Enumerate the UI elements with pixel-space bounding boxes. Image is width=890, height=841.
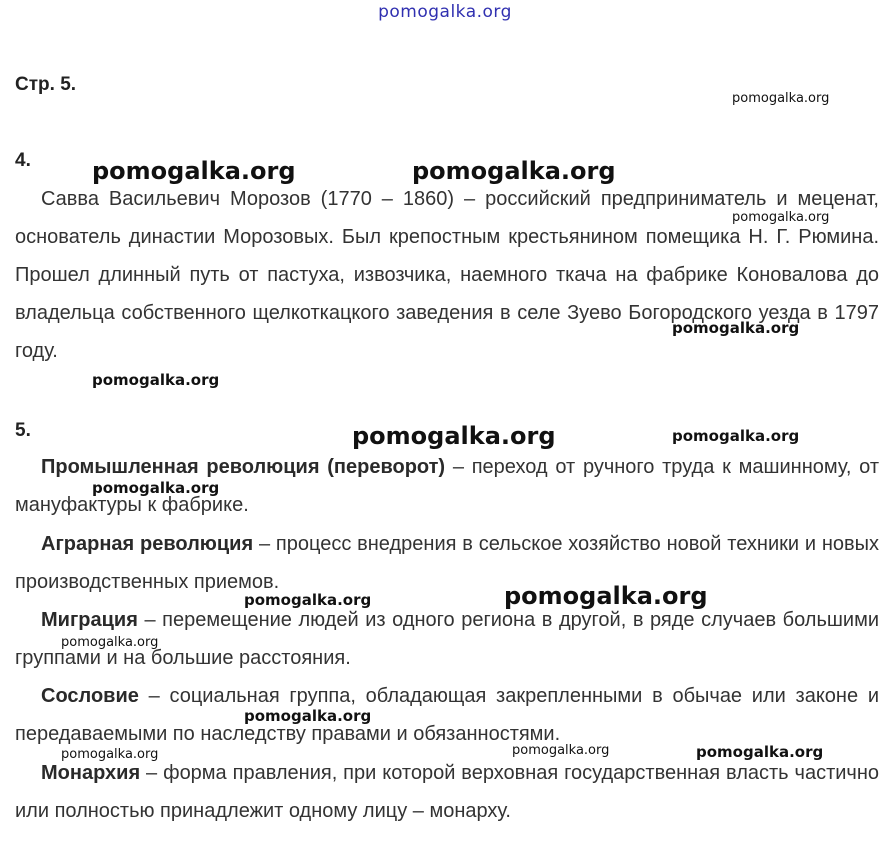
task-5-number: 5. xyxy=(15,420,31,441)
watermark: pomogalka.org xyxy=(504,582,708,610)
page-label: Стр. 5. xyxy=(15,74,77,95)
watermark: pomogalka.org xyxy=(732,91,830,106)
watermark: pomogalka.org xyxy=(92,157,296,185)
definition-agrarian-revolution xyxy=(15,525,879,601)
definition: – социальная группа, обладающая закрепленными в обычае или законе и передаваемыми по наследству правами и обязанностями. xyxy=(15,685,879,745)
watermark: pomogalka.org xyxy=(732,210,830,225)
task-4-text: Савва Васильевич Морозов (1770 – 1860) – российский предприниматель и меценат, основатель династии Морозовых. Был крепостным крестьянином помещика Н. Г. Рюмина. Прошел длинный путь от пастуха, извозчика, наемного ткача на фабрике Коновалова до владельца собственного щелкоткацкого заведения в селе Зуево Богородского уезда в 1797 году. xyxy=(15,188,879,362)
watermark: pomogalka.org xyxy=(696,743,824,761)
watermark: pomogalka.org xyxy=(512,743,610,758)
watermark: pomogalka.org xyxy=(61,635,159,650)
watermark: pomogalka.org xyxy=(672,427,800,445)
watermark: pomogalka.org xyxy=(92,371,220,389)
definition-monarchy xyxy=(15,754,879,830)
term: Миграция xyxy=(41,609,138,631)
term: Монархия xyxy=(41,762,141,784)
watermark: pomogalka.org xyxy=(92,479,220,497)
definition: – процесс внедрения в сельское хозяйство новой техники и новых производственных приемов. xyxy=(15,533,879,593)
term: Сословие xyxy=(41,685,139,707)
task-4-number: 4. xyxy=(15,150,31,171)
watermark: pomogalka.org xyxy=(672,319,800,337)
site-header-link[interactable]: pomogalka.org xyxy=(378,2,512,22)
definition: – переход от ручного труда к машинному, от мануфактуры к фабрике. xyxy=(15,456,880,516)
definition-estate xyxy=(15,677,879,753)
definition: – перемещение людей из одного региона в другой, в ряде случаев большими группами и на большие расстояния. xyxy=(15,609,879,669)
watermark: pomogalka.org xyxy=(244,707,372,725)
watermark: pomogalka.org xyxy=(61,747,159,762)
watermark: pomogalka.org xyxy=(244,591,372,609)
term: Промышленная революция (переворот) xyxy=(41,456,446,478)
watermark: pomogalka.org xyxy=(352,422,556,450)
term: Аграрная революция xyxy=(41,533,254,555)
watermark: pomogalka.org xyxy=(412,157,616,185)
definition: – форма правления, при которой верховная государственная власть частично или полностью принадлежит одному лицу – монарху. xyxy=(15,762,879,822)
